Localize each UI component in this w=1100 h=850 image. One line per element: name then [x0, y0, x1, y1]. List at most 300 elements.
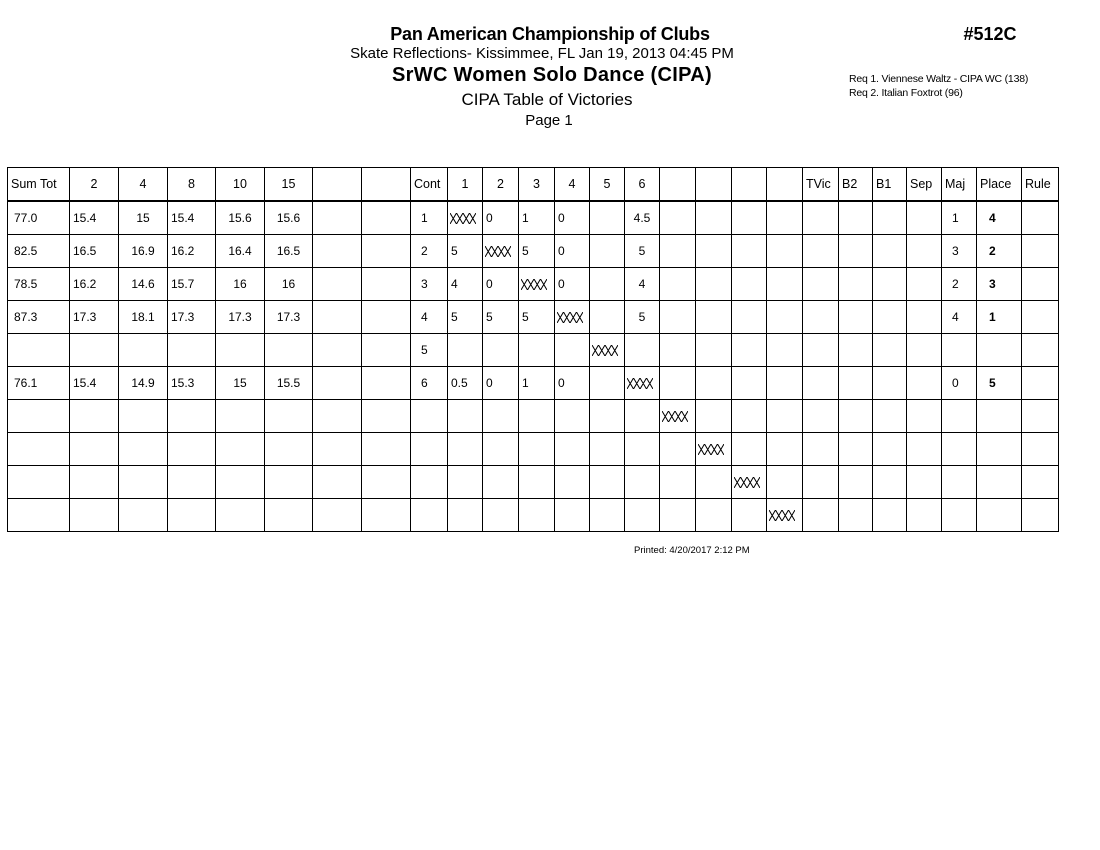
table-cell: [803, 433, 839, 466]
table-cell: [696, 301, 732, 334]
requirement-2: Req 2. Italian Foxtrot (96): [849, 87, 963, 99]
column-header: [313, 168, 362, 202]
table-cell: [873, 235, 907, 268]
table-cell: [660, 433, 696, 466]
table-cell: [313, 235, 362, 268]
table-row: [8, 235, 1059, 268]
table-row: [8, 367, 1059, 400]
table-cell: [590, 301, 625, 334]
self-comparison-mark: [519, 268, 555, 301]
table-cell: [265, 433, 313, 466]
table-cell: 0: [555, 367, 590, 400]
table-cell: [362, 400, 411, 433]
table-cell: [942, 400, 977, 433]
table-cell: [625, 400, 660, 433]
table-cell: [216, 433, 265, 466]
table-cell: [590, 433, 625, 466]
table-cell: [907, 499, 942, 532]
table-cell: [839, 400, 873, 433]
table-cell: 1: [519, 201, 555, 235]
table-cell: 15: [119, 201, 168, 235]
table-cell: 4: [411, 301, 448, 334]
table-cell: [907, 400, 942, 433]
table-cell: [70, 334, 119, 367]
table-cell: [8, 499, 70, 532]
table-cell: 3: [411, 268, 448, 301]
venue-date-line: Skate Reflections- Kissimmee, FL Jan 19, 2013 04:45 PM: [350, 45, 734, 62]
table-cell: [839, 334, 873, 367]
page-number: Page 1: [525, 112, 573, 129]
table-cell: [265, 499, 313, 532]
column-header: 10: [216, 168, 265, 202]
table-cell: [803, 268, 839, 301]
table-cell: 0: [942, 367, 977, 400]
table-cell: 5: [448, 301, 483, 334]
table-cell: [119, 433, 168, 466]
table-cell: 0: [555, 268, 590, 301]
table-cell: 5: [519, 235, 555, 268]
place-cell: [977, 400, 1022, 433]
table-cell: [942, 499, 977, 532]
table-cell: [313, 466, 362, 499]
table-cell: [216, 499, 265, 532]
table-cell: [696, 466, 732, 499]
table-cell: [519, 334, 555, 367]
cross-hatch-icon: [557, 312, 583, 323]
self-comparison-mark: [555, 301, 590, 334]
table-cell: [590, 466, 625, 499]
table-cell: [660, 301, 696, 334]
cross-hatch-icon: [521, 279, 547, 290]
column-header: 5: [590, 168, 625, 202]
table-cell: [590, 235, 625, 268]
column-header: [362, 168, 411, 202]
table-cell: [313, 499, 362, 532]
table-cell: [907, 268, 942, 301]
table-cell: 17.3: [265, 301, 313, 334]
table-cell: [70, 499, 119, 532]
table-cell: [1022, 466, 1059, 499]
table-row: [8, 201, 1059, 235]
table-cell: [732, 400, 767, 433]
table-cell: [767, 433, 803, 466]
column-header: B2: [839, 168, 873, 202]
table-cell: [265, 400, 313, 433]
place-cell: 1: [977, 301, 1022, 334]
table-cell: [1022, 268, 1059, 301]
table-cell: [313, 433, 362, 466]
table-cell: [767, 367, 803, 400]
table-cell: 17.3: [216, 301, 265, 334]
table-cell: [119, 334, 168, 367]
table-cell: [313, 334, 362, 367]
table-cell: [660, 268, 696, 301]
table-cell: [1022, 334, 1059, 367]
column-header: Rule: [1022, 168, 1059, 202]
self-comparison-mark: [590, 334, 625, 367]
table-cell: [590, 367, 625, 400]
column-header: Cont: [411, 168, 448, 202]
column-header: 6: [625, 168, 660, 202]
table-cell: [483, 433, 519, 466]
table-cell: 0: [555, 235, 590, 268]
table-cell: [839, 235, 873, 268]
table-cell: [660, 334, 696, 367]
table-cell: [873, 433, 907, 466]
table-cell: [448, 433, 483, 466]
column-header: 2: [483, 168, 519, 202]
table-cell: [483, 499, 519, 532]
table-cell: [625, 466, 660, 499]
table-cell: [873, 268, 907, 301]
table-row: [8, 433, 1059, 466]
victories-table: [7, 167, 1059, 532]
table-cell: [625, 433, 660, 466]
self-comparison-mark: [448, 201, 483, 235]
table-cell: [767, 268, 803, 301]
table-cell: [660, 499, 696, 532]
table-cell: 4.5: [625, 201, 660, 235]
table-cell: [590, 201, 625, 235]
place-cell: [977, 466, 1022, 499]
cross-hatch-icon: [662, 411, 688, 422]
table-cell: [483, 466, 519, 499]
table-cell: [942, 466, 977, 499]
table-cell: [907, 466, 942, 499]
table-cell: [696, 400, 732, 433]
table-cell: [803, 499, 839, 532]
table-cell: [519, 400, 555, 433]
table-cell: 15.6: [265, 201, 313, 235]
table-cell: [907, 235, 942, 268]
table-cell: 4: [625, 268, 660, 301]
table-cell: [803, 334, 839, 367]
place-cell: [977, 334, 1022, 367]
printed-timestamp: Printed: 4/20/2017 2:12 PM: [634, 545, 750, 556]
table-cell: [839, 201, 873, 235]
table-cell: [873, 400, 907, 433]
table-cell: 15.5: [265, 367, 313, 400]
column-header: 3: [519, 168, 555, 202]
column-header: 15: [265, 168, 313, 202]
table-cell: [873, 334, 907, 367]
column-header: [767, 168, 803, 202]
place-cell: 3: [977, 268, 1022, 301]
table-cell: [362, 433, 411, 466]
table-cell: [483, 400, 519, 433]
table-cell: 5: [519, 301, 555, 334]
cross-hatch-icon: [769, 510, 795, 521]
table-cell: [519, 499, 555, 532]
place-cell: 2: [977, 235, 1022, 268]
table-cell: [907, 367, 942, 400]
column-header: 8: [168, 168, 216, 202]
table-cell: 0: [483, 367, 519, 400]
table-cell: [942, 334, 977, 367]
table-cell: [625, 334, 660, 367]
table-cell: 77.0: [8, 201, 70, 235]
table-cell: 15.3: [168, 367, 216, 400]
table-cell: [732, 367, 767, 400]
table-cell: [767, 334, 803, 367]
table-cell: [70, 433, 119, 466]
table-cell: [732, 334, 767, 367]
table-cell: 15.4: [70, 201, 119, 235]
table-cell: [839, 268, 873, 301]
table-cell: [839, 301, 873, 334]
table-cell: [907, 433, 942, 466]
table-cell: [411, 466, 448, 499]
table-row: [8, 499, 1059, 532]
table-cell: 2: [942, 268, 977, 301]
table-cell: [839, 367, 873, 400]
table-cell: 0: [483, 268, 519, 301]
table-cell: [313, 400, 362, 433]
table-cell: [519, 433, 555, 466]
table-cell: 16.5: [265, 235, 313, 268]
self-comparison-mark: [767, 499, 803, 532]
table-cell: [873, 499, 907, 532]
table-cell: [1022, 201, 1059, 235]
table-cell: [119, 400, 168, 433]
table-cell: [119, 466, 168, 499]
cross-hatch-icon: [627, 378, 653, 389]
event-title: SrWC Women Solo Dance (CIPA): [392, 64, 712, 86]
table-cell: [732, 301, 767, 334]
table-cell: [168, 466, 216, 499]
table-cell: [873, 367, 907, 400]
table-cell: [590, 400, 625, 433]
column-header: 4: [119, 168, 168, 202]
column-header: 1: [448, 168, 483, 202]
table-cell: [411, 400, 448, 433]
table-cell: [907, 301, 942, 334]
table-row: [8, 301, 1059, 334]
table-cell: [168, 499, 216, 532]
table-row: [8, 400, 1059, 433]
table-cell: 1: [942, 201, 977, 235]
table-cell: [362, 466, 411, 499]
table-cell: [873, 201, 907, 235]
table-cell: 0: [483, 201, 519, 235]
column-header: Maj: [942, 168, 977, 202]
table-cell: [696, 268, 732, 301]
table-cell: 2: [411, 235, 448, 268]
table-cell: [313, 201, 362, 235]
table-cell: [411, 433, 448, 466]
column-header: [660, 168, 696, 202]
table-cell: 5: [483, 301, 519, 334]
table-cell: [1022, 499, 1059, 532]
table-cell: 78.5: [8, 268, 70, 301]
table-cell: 0: [555, 201, 590, 235]
table-cell: [216, 400, 265, 433]
table-cell: [696, 235, 732, 268]
table-cell: [555, 400, 590, 433]
table-cell: [119, 499, 168, 532]
table-cell: [362, 201, 411, 235]
table-cell: [313, 301, 362, 334]
self-comparison-mark: [732, 466, 767, 499]
table-cell: [555, 499, 590, 532]
table-cell: [362, 268, 411, 301]
table-cell: 0.5: [448, 367, 483, 400]
table-cell: [265, 334, 313, 367]
table-cell: 15: [216, 367, 265, 400]
table-cell: [1022, 433, 1059, 466]
table-cell: [8, 400, 70, 433]
table-cell: [732, 499, 767, 532]
requirement-1: Req 1. Viennese Waltz - CIPA WC (138): [849, 73, 1029, 85]
table-cell: [660, 201, 696, 235]
table-cell: 5: [625, 301, 660, 334]
table-cell: [448, 400, 483, 433]
table-cell: [362, 367, 411, 400]
cross-hatch-icon: [592, 345, 618, 356]
table-cell: 14.6: [119, 268, 168, 301]
self-comparison-mark: [483, 235, 519, 268]
table-cell: [313, 367, 362, 400]
table-cell: [362, 301, 411, 334]
table-cell: [555, 466, 590, 499]
competition-title: Pan American Championship of Clubs: [390, 24, 710, 44]
table-cell: 14.9: [119, 367, 168, 400]
table-cell: [70, 466, 119, 499]
table-cell: [448, 466, 483, 499]
table-cell: [839, 433, 873, 466]
table-cell: [907, 201, 942, 235]
table-cell: [362, 235, 411, 268]
table-cell: [411, 499, 448, 532]
table-cell: 16.2: [168, 235, 216, 268]
table-cell: 18.1: [119, 301, 168, 334]
table-row: [8, 334, 1059, 367]
table-row: [8, 268, 1059, 301]
self-comparison-mark: [696, 433, 732, 466]
table-cell: [732, 201, 767, 235]
self-comparison-mark: [625, 367, 660, 400]
table-cell: [519, 466, 555, 499]
table-cell: [732, 433, 767, 466]
column-header: [732, 168, 767, 202]
table-cell: [1022, 301, 1059, 334]
table-cell: [362, 334, 411, 367]
table-cell: [660, 466, 696, 499]
table-cell: 87.3: [8, 301, 70, 334]
table-cell: [168, 433, 216, 466]
table-cell: [767, 466, 803, 499]
table-cell: [313, 268, 362, 301]
table-cell: [942, 433, 977, 466]
table-cell: [1022, 367, 1059, 400]
table-cell: [803, 400, 839, 433]
table-cell: [1022, 400, 1059, 433]
table-cell: [873, 301, 907, 334]
table-cell: 1: [411, 201, 448, 235]
table-cell: [767, 400, 803, 433]
table-row: [8, 466, 1059, 499]
table-cell: [803, 235, 839, 268]
table-cell: [803, 367, 839, 400]
table-cell: 4: [942, 301, 977, 334]
table-cell: [767, 301, 803, 334]
table-cell: [555, 334, 590, 367]
table-cell: [696, 334, 732, 367]
table-cell: [907, 334, 942, 367]
table-header-row: [8, 168, 1059, 202]
table-cell: [803, 466, 839, 499]
place-cell: 5: [977, 367, 1022, 400]
cross-hatch-icon: [734, 477, 760, 488]
table-cell: [660, 367, 696, 400]
column-header: Place: [977, 168, 1022, 202]
table-cell: [873, 466, 907, 499]
table-cell: 5: [448, 235, 483, 268]
table-cell: [732, 235, 767, 268]
event-code: #512C: [963, 24, 1017, 44]
table-cell: [8, 433, 70, 466]
table-cell: [696, 201, 732, 235]
table-cell: [216, 334, 265, 367]
column-header: Sep: [907, 168, 942, 202]
column-header: 2: [70, 168, 119, 202]
table-cell: [625, 499, 660, 532]
table-cell: [168, 334, 216, 367]
column-header: TVic: [803, 168, 839, 202]
table-cell: 15.4: [70, 367, 119, 400]
table-cell: 17.3: [168, 301, 216, 334]
table-cell: 76.1: [8, 367, 70, 400]
table-cell: [839, 466, 873, 499]
place-cell: 4: [977, 201, 1022, 235]
place-cell: [977, 499, 1022, 532]
table-cell: 15.6: [216, 201, 265, 235]
table-cell: 5: [625, 235, 660, 268]
table-title: CIPA Table of Victories: [461, 90, 633, 109]
table-cell: [265, 466, 313, 499]
table-cell: 16.9: [119, 235, 168, 268]
table-cell: [590, 268, 625, 301]
table-cell: [767, 235, 803, 268]
table-cell: 6: [411, 367, 448, 400]
table-cell: [696, 367, 732, 400]
table-cell: 16: [216, 268, 265, 301]
table-cell: [70, 400, 119, 433]
table-cell: [362, 499, 411, 532]
table-cell: 82.5: [8, 235, 70, 268]
self-comparison-mark: [660, 400, 696, 433]
table-cell: 16.4: [216, 235, 265, 268]
table-cell: [803, 201, 839, 235]
table-cell: [767, 201, 803, 235]
table-cell: [803, 301, 839, 334]
table-cell: 4: [448, 268, 483, 301]
table-cell: 5: [411, 334, 448, 367]
place-cell: [977, 433, 1022, 466]
table-cell: [555, 433, 590, 466]
table-cell: 1: [519, 367, 555, 400]
column-header: 4: [555, 168, 590, 202]
column-header: B1: [873, 168, 907, 202]
table-cell: [483, 334, 519, 367]
table-cell: [1022, 235, 1059, 268]
table-cell: [8, 466, 70, 499]
table-cell: 16.5: [70, 235, 119, 268]
table-cell: [168, 400, 216, 433]
table-cell: [448, 499, 483, 532]
table-cell: 17.3: [70, 301, 119, 334]
cross-hatch-icon: [485, 246, 511, 257]
